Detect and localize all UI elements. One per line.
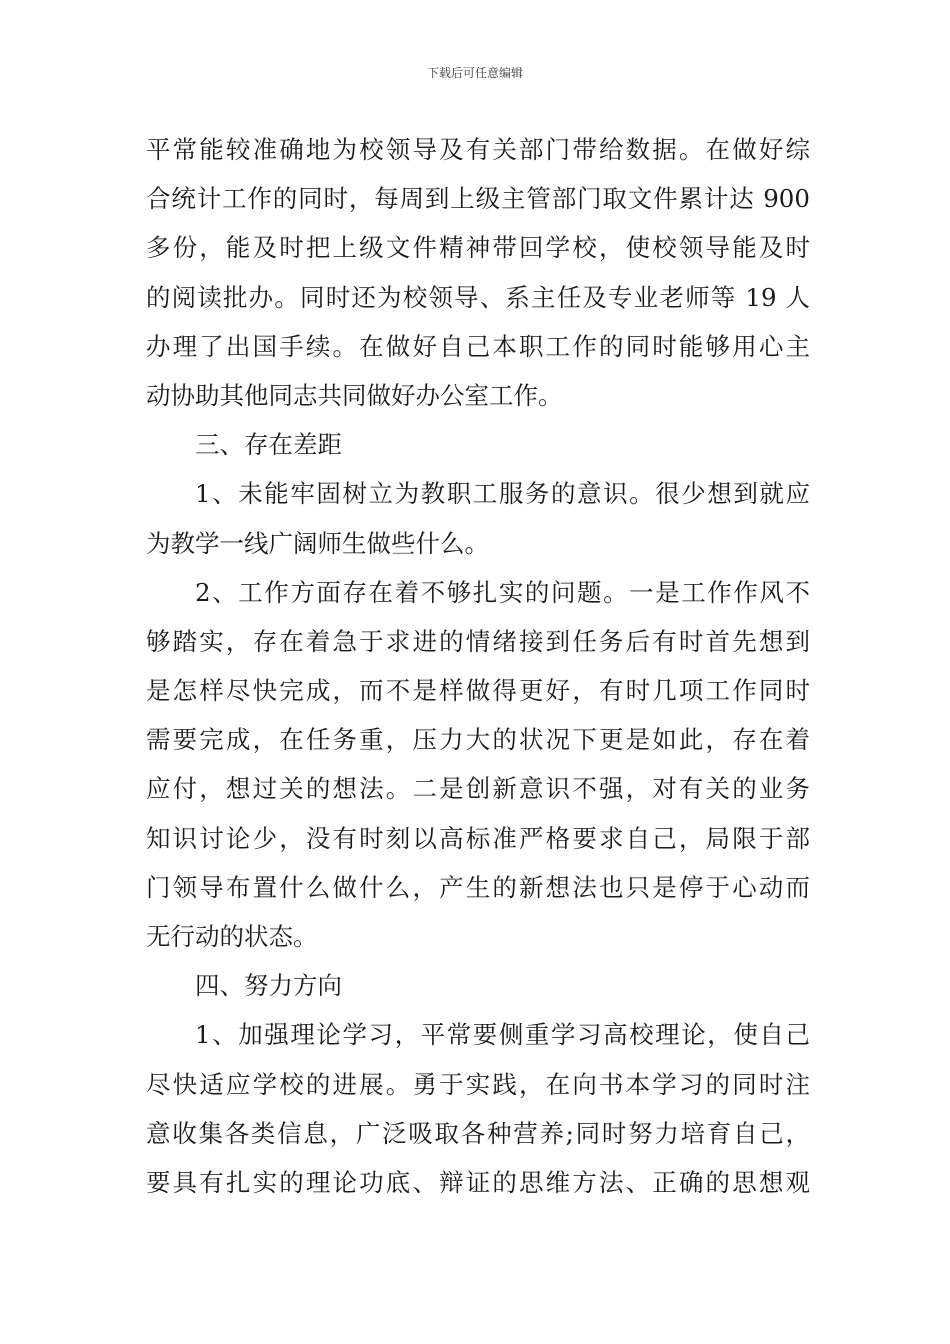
text-line: 多份，能及时把上级文件精神带回学校，使校领导能及时 xyxy=(146,233,810,263)
text-line: 1、未能牢固树立为教职工服务的意识。很少想到就应 xyxy=(195,479,810,509)
text-line: 合统计工作的同时，每周到上级主管部门取文件累计达 900 xyxy=(146,184,810,214)
text-line: 门领导布置什么做什么，产生的新想法也只是停于心动而 xyxy=(146,872,810,902)
text-line: 的阅读批办。同时还为校领导、系主任及专业老师等 19 人 xyxy=(146,282,810,312)
text-line: 尽快适应学校的进展。勇于实践，在向书本学习的同时注 xyxy=(146,1069,810,1099)
section-heading: 三、存在差距 xyxy=(195,430,342,460)
text-line: 2、工作方面存在着不够扎实的问题。一是工作作风不 xyxy=(195,577,810,607)
text-line: 1、加强理论学习，平常要侧重学习高校理论，使自己 xyxy=(195,1020,810,1050)
text-line: 要具有扎实的理论功底、辩证的思维方法、正确的思想观 xyxy=(146,1167,810,1197)
text-line: 是怎样尽快完成，而不是样做得更好，有时几项工作同时 xyxy=(146,676,810,706)
text-line: 需要完成，在任务重，压力大的状况下更是如此，存在着 xyxy=(146,725,810,755)
text-line: 意收集各类信息，广泛吸取各种营养;同时努力培育自己， xyxy=(146,1118,810,1148)
text-line: 知识讨论少，没有时刻以高标准严格要求自己，局限于部 xyxy=(146,823,810,853)
document-body xyxy=(146,125,810,1207)
text-line: 够踏实，存在着急于求进的情绪接到任务后有时首先想到 xyxy=(146,626,810,656)
text-line: 办理了出国手续。在做好自己本职工作的同时能够用心主 xyxy=(146,331,810,361)
text-line: 平常能较准确地为校领导及有关部门带给数据。在做好综 xyxy=(146,135,810,164)
page-header-note: 下载后可任意编辑 xyxy=(426,66,523,80)
section-heading: 四、努力方向 xyxy=(195,971,342,1001)
text-line: 为教学一线广阔师生做些什么。 xyxy=(146,528,489,558)
text-line: 无行动的状态。 xyxy=(146,922,318,951)
text-line: 应付，想过关的想法。二是创新意识不强，对有关的业务 xyxy=(146,774,810,804)
text-line: 动协助其他同志共同做好办公室工作。 xyxy=(146,380,563,410)
